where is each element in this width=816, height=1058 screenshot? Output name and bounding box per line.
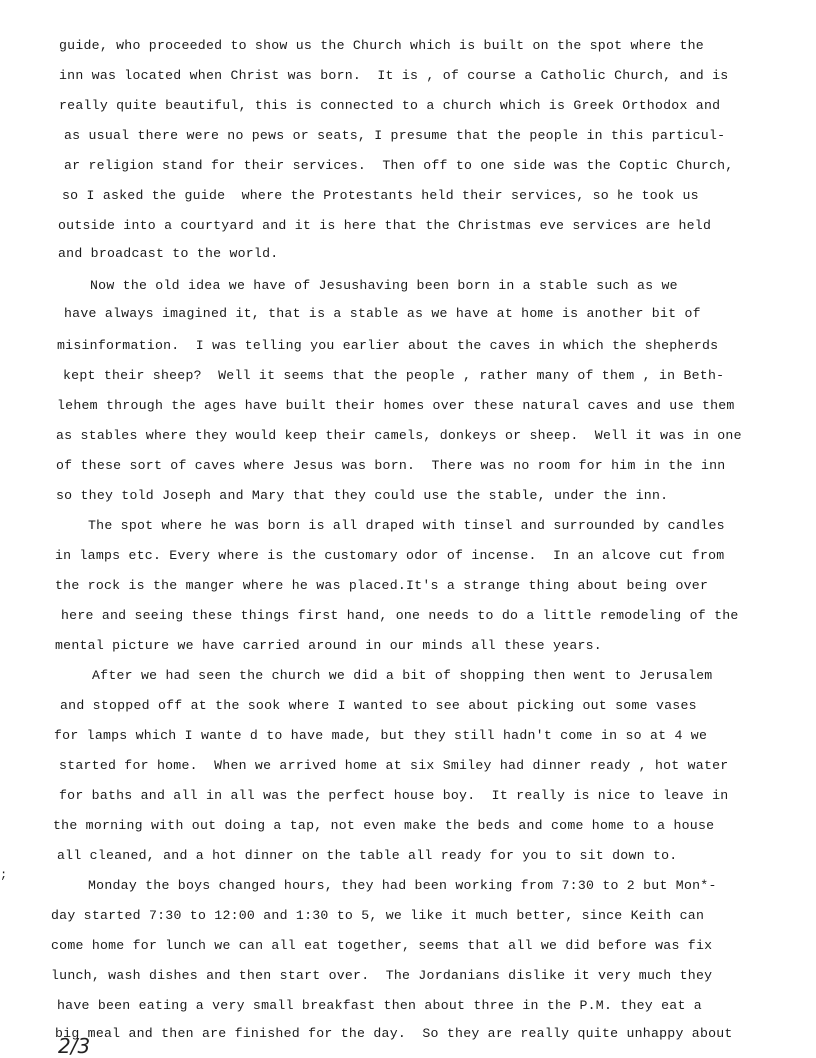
text-line: Monday the boys changed hours, they had been working from 7:30 to 2 but Mon*- (88, 878, 717, 893)
text-line: guide, who proceeded to show us the Church which is built on the spot where the (59, 38, 704, 53)
text-line: have been eating a very small breakfast then about three in the P.M. they eat a (57, 998, 702, 1013)
text-line: really quite beautiful, this is connected to a church which is Greek Orthodox and (59, 98, 721, 113)
page-number: 2/3 (58, 1034, 91, 1058)
text-line: inn was located when Christ was born. It is , of course a Catholic Church, and is (59, 68, 729, 83)
text-line: have always imagined it, that is a stable as we have at home is another bit of (64, 306, 701, 321)
text-line: Now the old idea we have of Jesushaving been born in a stable such as we (90, 278, 678, 293)
text-line: started for home. When we arrived home at six Smiley had dinner ready , hot water (59, 758, 729, 773)
text-line: all cleaned, and a hot dinner on the table all ready for you to sit down to. (57, 848, 678, 863)
text-line: and broadcast to the world. (58, 246, 279, 261)
text-line: as stables where they would keep their camels, donkeys or sheep. Well it was in one (56, 428, 742, 443)
text-line: so I asked the guide where the Protestants held their services, so he took us (62, 188, 699, 203)
text-line: big meal and then are finished for the day. So they are really quite unhappy about (55, 1026, 733, 1041)
text-line: as usual there were no pews or seats, I presume that the people in this particul- (64, 128, 726, 143)
text-line: day started 7:30 to 12:00 and 1:30 to 5, we like it much better, since Keith can (51, 908, 705, 923)
text-line: here and seeing these things first hand, one needs to do a little remodeling of the (61, 608, 739, 623)
text-line: kept their sheep? Well it seems that the people , rather many of them , in Beth- (63, 368, 725, 383)
margin-mark: ; (0, 868, 8, 882)
text-line: outside into a courtyard and it is here that the Christmas eve services are held (58, 218, 712, 233)
text-line: After we had seen the church we did a bit of shopping then went to Jerusalem (92, 668, 713, 683)
text-line: in lamps etc. Every where is the customary odor of incense. In an alcove cut from (55, 548, 725, 563)
text-line: The spot where he was born is all draped with tinsel and surrounded by candles (88, 518, 725, 533)
text-line: for baths and all in all was the perfect house boy. It really is nice to leave in (59, 788, 729, 803)
text-line: misinformation. I was telling you earlier about the caves in which the shepherds (57, 338, 719, 353)
text-line: so they told Joseph and Mary that they could use the stable, under the inn. (56, 488, 669, 503)
text-line: mental picture we have carried around in our minds all these years. (55, 638, 602, 653)
text-line: lunch, wash dishes and then start over. The Jordanians dislike it very much they (51, 968, 713, 983)
text-line: for lamps which I wante d to have made, but they still hadn't come in so at 4 we (54, 728, 708, 743)
text-line: and stopped off at the sook where I wanted to see about picking out some vases (60, 698, 697, 713)
text-line: come home for lunch we can all eat together, seems that all we did before was fix (51, 938, 713, 953)
text-line: ar religion stand for their services. Then off to one side was the Coptic Church, (64, 158, 734, 173)
text-line: of these sort of caves where Jesus was born. There was no room for him in the inn (56, 458, 726, 473)
text-line: the rock is the manger where he was placed.It's a strange thing about being over (55, 578, 709, 593)
text-line: the morning with out doing a tap, not even make the beds and come home to a house (53, 818, 715, 833)
text-line: lehem through the ages have built their homes over these natural caves and use them (57, 398, 735, 413)
